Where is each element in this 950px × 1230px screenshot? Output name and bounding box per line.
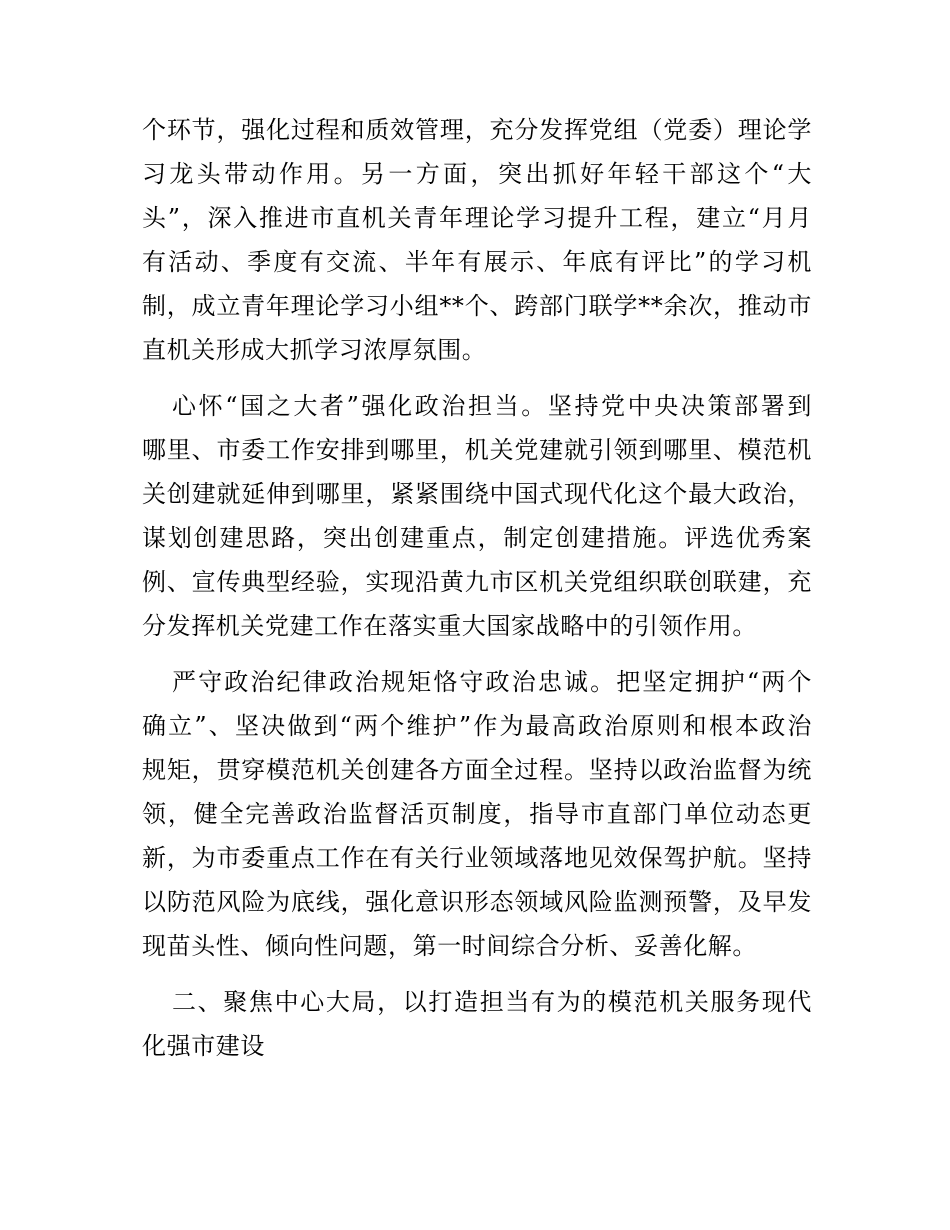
text-line: 二、聚焦中心大局，以打造担当有为的模范机关服务现代	[172, 988, 812, 1016]
document-page	[142, 108, 812, 1068]
text-line: 确立”、坚决做到“两个维护”作为最高政治原则和根本政治	[142, 712, 812, 740]
text-line: 直机关形成大抓学习浓厚氛围。	[142, 336, 487, 364]
text-line: 习龙头带动作用。另一方面，突出抓好年轻干部这个“大	[142, 160, 812, 188]
text-line: 规矩，贯穿模范机关创建各方面全过程。坚持以政治监督为统	[142, 756, 812, 784]
text-line: 头”，深入推进市直机关青年理论学习提升工程，建立“月月	[142, 204, 812, 232]
text-line: 个环节，强化过程和质效管理，充分发挥党组（党委）理论学	[142, 116, 812, 144]
text-line: 谋划创建思路，突出创建重点，制定创建措施。评选优秀案	[142, 524, 812, 552]
text-line: 例、宣传典型经验，实现沿黄九市区机关党组织联创联建，充	[142, 568, 812, 596]
text-line: 哪里、市委工作安排到哪里，机关党建就引领到哪里、模范机	[142, 436, 812, 464]
text-line: 制，成立青年理论学习小组**个、跨部门联学**余次，推动市	[142, 292, 812, 320]
paragraph	[142, 660, 812, 968]
text-line: 化强市建设	[142, 1032, 265, 1060]
text-line: 分发挥机关党建工作在落实重大国家战略中的引领作用。	[142, 612, 757, 640]
text-line: 严守政治纪律政治规矩恪守政治忠诚。把坚定拥护“两个	[172, 668, 812, 696]
section-heading	[142, 980, 812, 1068]
text-line: 心怀“国之大者”强化政治担当。坚持党中央决策部署到	[172, 392, 812, 420]
text-line: 关创建就延伸到哪里，紧紧围绕中国式现代化这个最大政治，	[142, 480, 812, 508]
text-line: 新，为市委重点工作在有关行业领域落地见效保驾护航。坚持	[142, 844, 812, 872]
text-line: 有活动、季度有交流、半年有展示、年底有评比”的学习机	[142, 248, 812, 276]
text-line: 现苗头性、倾向性问题，第一时间综合分析、妥善化解。	[142, 932, 757, 960]
paragraph-gap	[142, 372, 812, 384]
paragraph	[142, 384, 812, 648]
text-line: 以防范风险为底线，强化意识形态领域风险监测预警，及早发	[142, 888, 812, 916]
paragraph-gap	[142, 968, 812, 980]
text-line: 领，健全完善政治监督活页制度，指导市直部门单位动态更	[142, 800, 812, 828]
paragraph-gap	[142, 648, 812, 660]
paragraph	[142, 108, 812, 372]
